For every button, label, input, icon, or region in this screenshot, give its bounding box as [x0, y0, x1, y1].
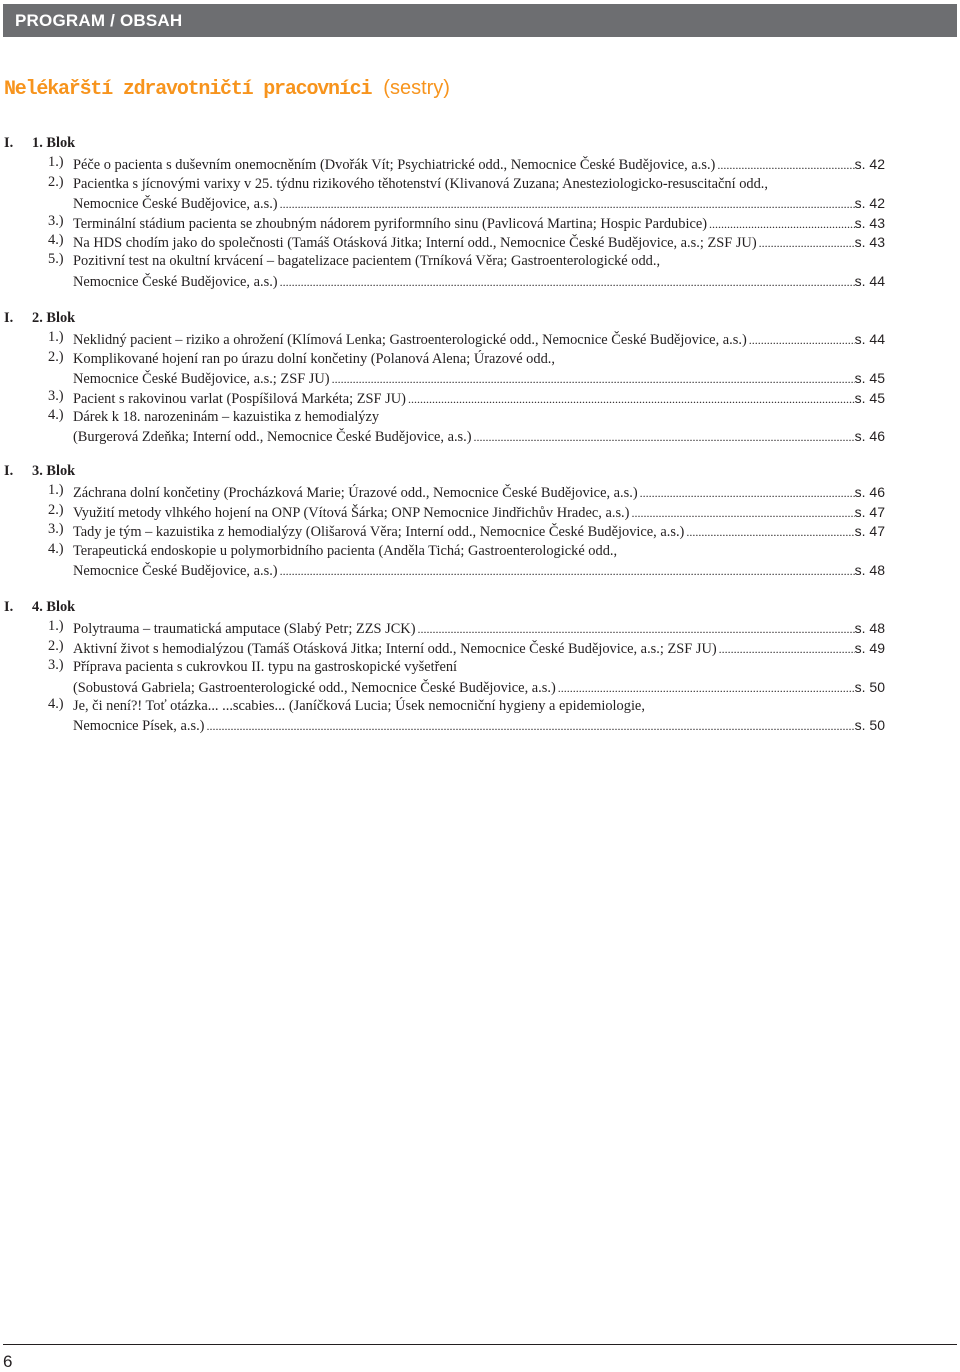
block-heading: 3. Blok	[32, 463, 76, 479]
entry-text: Pacientka s jícnovými varixy v 25. týdnu rizikového těhotenství (Klivanová Zuzana; Anesteziologicko-resuscitační odd.,	[73, 175, 768, 192]
section-title-main: Nelékařští zdravotničtí pracovníci	[4, 78, 372, 101]
entry-number: 3.)	[48, 521, 64, 538]
toc-entry-line	[73, 193, 885, 213]
page-reference: s. 46	[854, 484, 885, 501]
dot-leader	[408, 389, 855, 409]
dot-leader	[749, 330, 855, 350]
entry-text: Tady je tým – kazuistika z hemodialýzy (Olišarová Věra; Interní odd., Nemocnice České Budějovice, a.s.)	[73, 524, 685, 541]
entry-text: Příprava pacienta s cukrovkou II. typu na gastroskopické vyšetření	[73, 659, 458, 676]
footer-divider	[3, 1344, 957, 1345]
header-title: PROGRAM / OBSAH	[15, 11, 183, 30]
entry-text: Terminální stádium pacienta se zhoubným nádorem pyriformního sinu (Pavlicová Martina; Hospic Pardubice)	[73, 215, 708, 232]
toc-entry-line	[73, 502, 885, 522]
entry-text: Nemocnice České Budějovice, a.s.)	[73, 563, 278, 579]
entry-number: 5.)	[48, 251, 64, 268]
entry-text: Nemocnice České Budějovice, a.s.)	[73, 196, 278, 213]
dot-leader	[717, 155, 854, 175]
entry-text: Záchrana dolní končetiny (Procházková Marie; Úrazové odd., Nemocnice České Budějovice, a.s.)	[73, 485, 638, 502]
entry-number: 3.)	[48, 387, 64, 404]
dot-leader	[759, 233, 855, 253]
block-heading: 1. Blok	[32, 135, 76, 151]
entry-text: Využití metody vlhkého hojení na ONP (Vítová Šárka; ONP Nemocnice Jindřichův Hradec, a.s.)	[73, 504, 630, 521]
entry-text: Polytrauma – traumatická amputace (Slabý Petr; ZZS JCK)	[73, 621, 416, 638]
dot-leader	[686, 522, 854, 542]
entry-number: 1.)	[48, 154, 64, 171]
entry-number: 2.)	[48, 637, 64, 654]
entry-number: 2.)	[48, 348, 64, 365]
entry-text: Komplikované hojení ran po úrazu dolní končetiny (Polanová Alena; Úrazové odd.,	[73, 350, 555, 367]
dot-leader	[709, 214, 855, 234]
page-reference: s. 49	[854, 639, 885, 656]
toc-entry-line	[73, 213, 885, 233]
toc-entry-line-cont	[73, 174, 768, 194]
toc-entry-line	[73, 677, 885, 697]
section-header-bar	[3, 4, 957, 37]
page-reference: s. 47	[854, 523, 885, 540]
entry-text: Aktivní život s hemodialýzou (Tamáš Otásková Jitka; Interní odd., Nemocnice České Budějovice, a.s.; ZSF JU)	[73, 640, 717, 657]
entry-number: 4.)	[48, 696, 64, 712]
dot-leader	[474, 427, 855, 447]
dot-leader	[631, 503, 854, 523]
toc-entry-line	[73, 618, 885, 638]
page-reference: s. 45	[854, 389, 885, 406]
toc-entry-line	[73, 426, 885, 446]
block-roman-numeral: I.	[4, 463, 14, 479]
dot-leader	[640, 483, 855, 503]
block-heading: 4. Blok	[32, 599, 76, 615]
page-reference: s. 48	[854, 620, 885, 637]
page-reference: s. 47	[854, 503, 885, 520]
entry-number: 1.)	[48, 618, 64, 635]
block-roman-numeral: I.	[4, 310, 14, 326]
entry-number: 2.)	[48, 501, 64, 518]
entry-text: Pacient s rakovinou varlat (Pospíšilová Markéta; ZSF JU)	[73, 390, 406, 407]
entry-number: 4.)	[48, 540, 64, 557]
entry-number: 4.)	[48, 407, 64, 423]
entry-text: Pozitivní test na okultní krvácení – bagatelizace pacientem (Trníková Věra; Gastroenterologické odd.,	[73, 253, 661, 270]
toc-entry-line-cont	[73, 251, 660, 271]
entry-number: 3.)	[48, 657, 64, 674]
entry-number: 1.)	[48, 329, 64, 346]
dot-leader	[280, 272, 855, 292]
toc-entry-line	[73, 329, 885, 349]
toc-entry-line	[73, 560, 885, 580]
entry-text: Nemocnice Písek, a.s.)	[73, 718, 205, 735]
section-title-sub: (sestry)	[383, 77, 450, 99]
block-roman-numeral: I.	[4, 599, 14, 615]
entry-number: 1.)	[48, 482, 64, 499]
toc-entry-line	[73, 271, 885, 291]
section-title	[4, 77, 450, 101]
dot-leader	[280, 561, 855, 581]
entry-text: Terapeutická endoskopie u polymorbidního pacienta (Anděla Tichá; Gastroenterologické odd.,	[73, 542, 618, 559]
dot-leader	[280, 194, 855, 214]
toc-entry-line	[73, 715, 885, 735]
entry-number: 3.)	[48, 212, 64, 229]
block-heading: 2. Blok	[32, 310, 76, 326]
entry-text: Dárek k 18. narozeninám – kazuistika z hemodialýzy	[73, 409, 380, 425]
entry-text: Péče o pacienta s duševním onemocněním (Dvořák Vít; Psychiatrické odd., Nemocnice České Budějovice, a.s.)	[73, 157, 716, 174]
entry-text: Na HDS chodím jako do společnosti (Tamáš Otásková Jitka; Interní odd., Nemocnice České Budějovice, a.s.; ZSF JU)	[73, 235, 757, 251]
dot-leader	[558, 678, 855, 698]
dot-leader	[418, 619, 855, 639]
entry-text: Nemocnice České Budějovice, a.s.)	[73, 273, 278, 290]
entry-text: (Sobustová Gabriela; Gastroenterologické odd., Nemocnice České Budějovice, a.s.)	[73, 679, 556, 696]
toc-entry-line	[73, 638, 885, 658]
toc-entry-line-cont	[73, 696, 645, 716]
toc-entry-line-cont	[73, 657, 457, 677]
entry-number: 2.)	[48, 173, 64, 190]
page-reference: s. 43	[854, 234, 885, 250]
page-reference: s. 50	[854, 717, 885, 734]
dot-leader	[719, 639, 855, 659]
toc-entry-line	[73, 388, 885, 408]
toc-entry-line	[73, 482, 885, 502]
page-reference: s. 42	[854, 156, 885, 173]
entry-text: Neklidný pacient – riziko a ohrožení (Klímová Lenka; Gastroenterologické odd., Nemocnice České Budějovice, a.s.)	[73, 332, 747, 349]
toc-entry-line	[73, 232, 885, 252]
toc-entry-line	[73, 521, 885, 541]
page-number: 6	[3, 1352, 13, 1371]
block-roman-numeral: I.	[4, 135, 14, 151]
entry-text: Je, či není?! Toť otázka... ...scabies... (Janíčková Lucia; Úsek nemocniční hygieny a epidemiologie,	[73, 698, 645, 714]
page-reference: s. 46	[854, 428, 885, 445]
page-reference: s. 50	[854, 678, 885, 695]
toc-entry-line	[73, 154, 885, 174]
toc-entry-line	[73, 368, 885, 388]
dot-leader	[206, 716, 854, 736]
page-reference: s. 48	[854, 562, 885, 578]
entry-number: 4.)	[48, 232, 64, 248]
page-reference: s. 44	[854, 331, 885, 348]
page-reference: s. 42	[854, 195, 885, 212]
page-reference: s. 45	[854, 370, 885, 387]
toc-entry-line-cont	[73, 349, 555, 369]
page-reference: s. 43	[854, 214, 885, 231]
page-reference: s. 44	[854, 272, 885, 289]
dot-leader	[332, 369, 855, 389]
toc-entry-line-cont	[73, 541, 617, 561]
entry-text: (Burgerová Zdeňka; Interní odd., Nemocnice České Budějovice, a.s.)	[73, 429, 472, 446]
toc-entry-line-cont	[73, 407, 379, 427]
entry-text: Nemocnice České Budějovice, a.s.; ZSF JU)	[73, 371, 330, 388]
